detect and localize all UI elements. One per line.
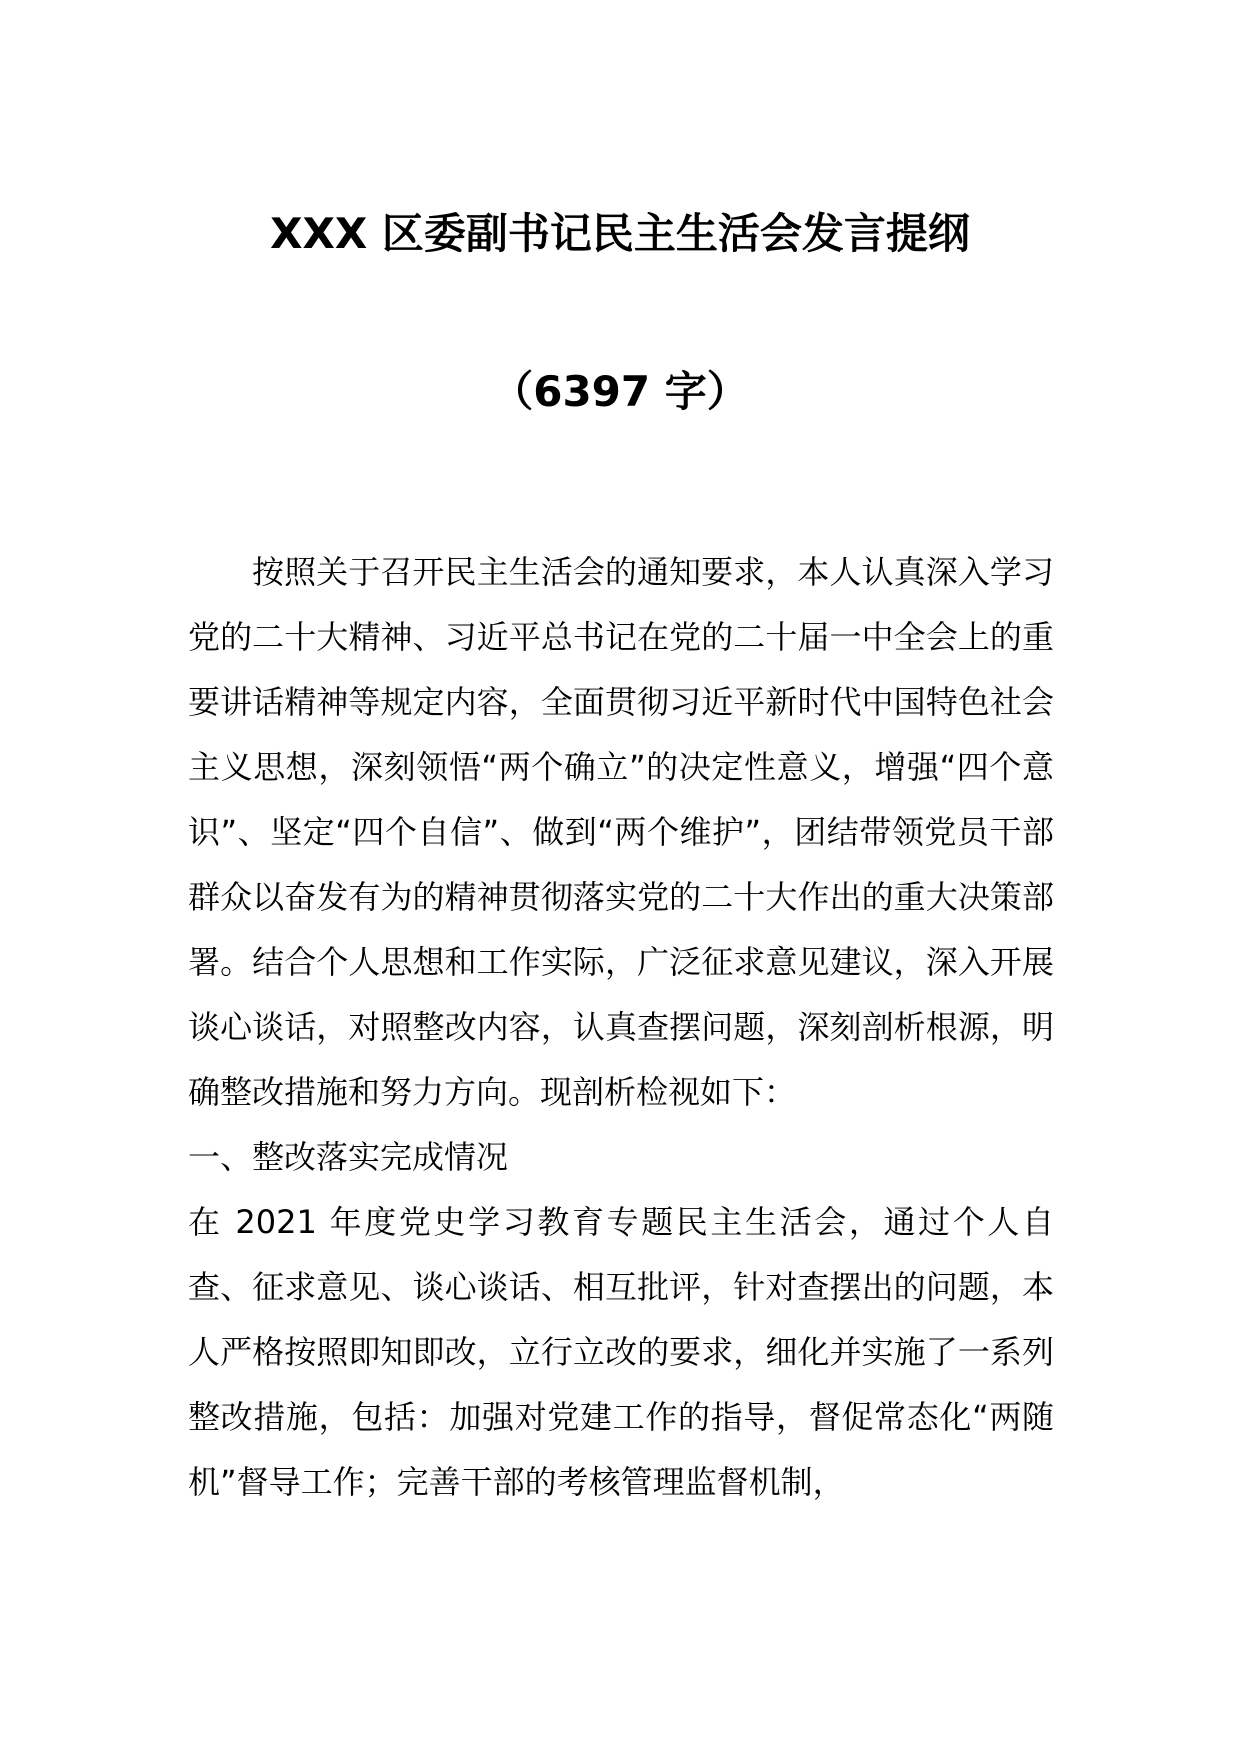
section-1-heading: 一、整改落实完成情况 <box>188 1138 509 1176</box>
document-body <box>188 540 1054 1515</box>
document-title: XXX 区委副书记民主生活会发言提纲 <box>270 209 970 258</box>
section-1-paragraph: 在 2021 年度党史学习教育专题民主生活会，通过个人自查、征求意见、谈心谈话、相互批评，针对查摆出的问题，本人严格按照即知即改，立行立改的要求，细化并实施了一系列整改措施，包括：加强对党建工作的指导，督促常态化“两随机”督导工作；完善干部的考核管理监督机制， <box>188 1203 1054 1501</box>
word-count: （6397 字） <box>491 367 749 416</box>
intro-paragraph: 按照关于召开民主生活会的通知要求，本人认真深入学习党的二十大精神、习近平总书记在党的二十届一中全会上的重要讲话精神等规定内容，全面贯彻习近平新时代中国特色社会主义思想，深刻领悟“两个确立”的决定性意义，增强“四个意识”、坚定“四个自信”、做到“两个维护”，团结带领党员干部群众以奋发有为的精神贯彻落实党的二十大作出的重大决策部署。结合个人思想和工作实际，广泛征求意见建议，深入开展谈心谈话，对照整改内容，认真查摆问题，深刻剖析根源，明确整改措施和努力方向。现剖析检视如下： <box>188 553 1054 1111</box>
